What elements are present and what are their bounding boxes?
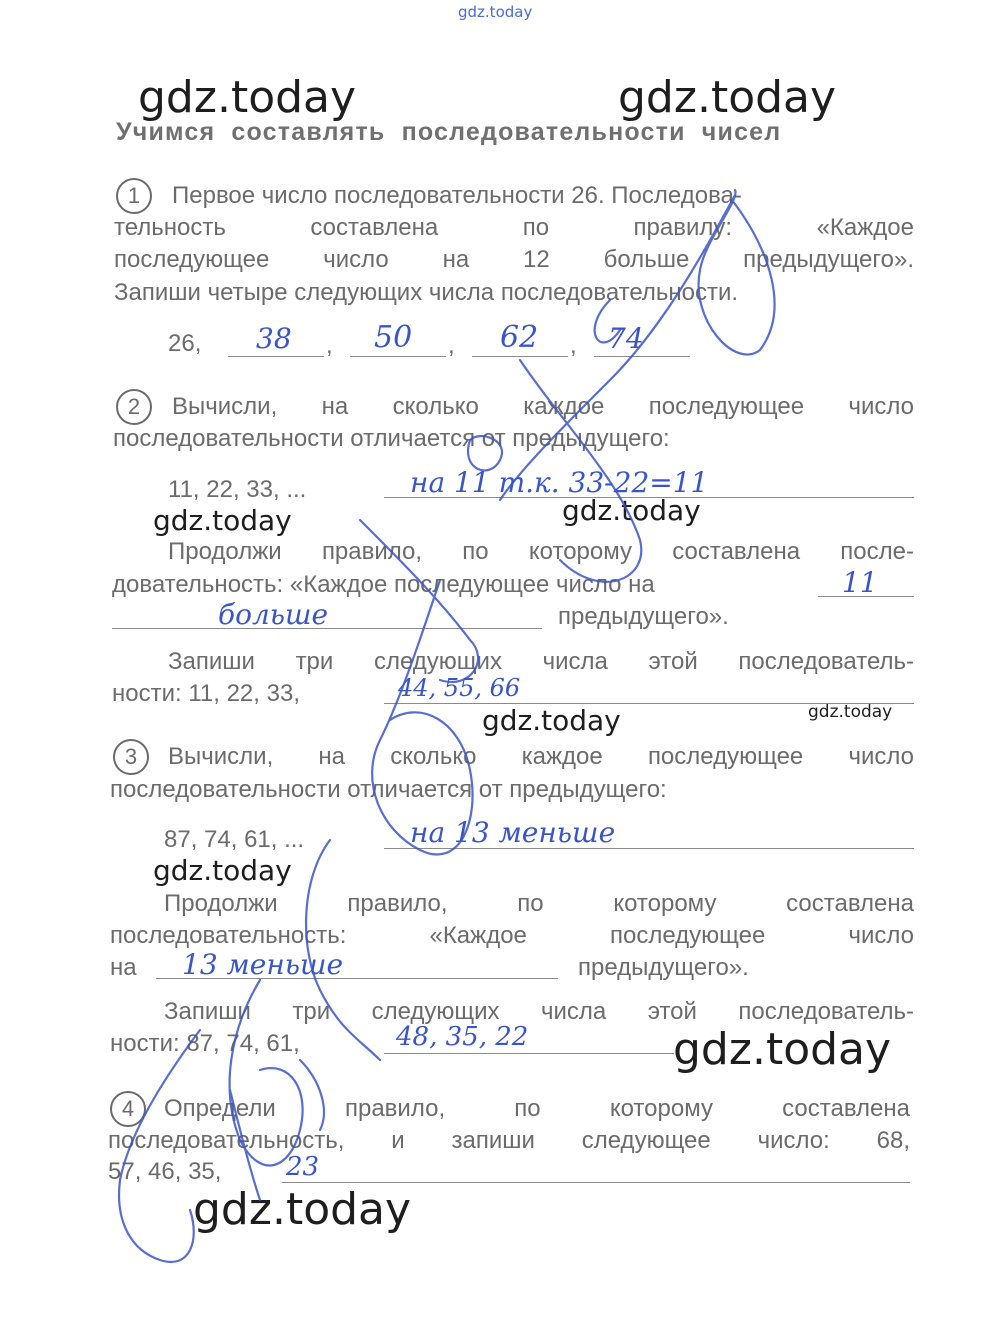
handwritten-answer: больше	[218, 598, 329, 631]
task1-text: Первое число последовательности 26. Последова-	[172, 182, 742, 209]
watermark: gdz.today	[808, 702, 893, 722]
watermark: gdz.today	[138, 72, 357, 123]
page-title: Учимся составлять последовательности чисел	[116, 118, 782, 146]
task2-text: Вычисли, на сколько каждое последующее число	[172, 393, 914, 420]
watermark: gdz.today	[673, 1024, 892, 1075]
sequence: 87, 74, 61, ...	[164, 826, 305, 853]
task4-text: 57, 46, 35,	[108, 1158, 222, 1185]
watermark: gdz.today	[562, 494, 701, 527]
task-number: 1	[116, 178, 152, 214]
watermark: gdz.today	[193, 1184, 412, 1235]
task2-text: предыдущего».	[558, 603, 729, 630]
task3-text: Продолжи правило, по которому составлена	[164, 890, 914, 917]
handwritten-answer: 48, 35, 22	[396, 1022, 529, 1052]
watermark: gdz.today	[482, 704, 621, 737]
task3-text: Запиши три следующих числа этой последователь-	[164, 998, 914, 1025]
task4-text: последовательность, и запиши следующее число: 68,	[108, 1127, 910, 1154]
handwritten-answer: 38	[256, 322, 292, 355]
sequence-start: 26,	[168, 330, 202, 357]
task4-text: Определи правило, по которому составлена	[164, 1095, 910, 1122]
task3-text: последовательность: «Каждое последующее число	[110, 922, 914, 949]
task3-text: Вычисли, на сколько каждое последующее число	[168, 743, 914, 770]
task3-text: предыдущего».	[578, 954, 749, 981]
task2-text: довательность: «Каждое последующее число на	[112, 571, 655, 598]
watermark-top: gdz.today	[458, 3, 533, 21]
task-number: 4	[110, 1091, 146, 1127]
task3-text: на	[110, 954, 137, 981]
watermark: gdz.today	[618, 72, 837, 123]
handwritten-answer: 44, 55, 66	[398, 674, 521, 702]
watermark: gdz.today	[153, 504, 292, 537]
task2-text: Продолжи правило, по которому составлена после-	[168, 538, 914, 565]
sequence: 11, 22, 33, ...	[168, 476, 307, 503]
handwritten-answer: на 13 меньше	[410, 816, 616, 849]
handwritten-answer: 50	[374, 320, 413, 355]
comma: ,	[326, 332, 333, 359]
watermark: gdz.today	[153, 854, 292, 887]
handwritten-answer: 62	[500, 320, 539, 355]
task2-text: последовательности отличается от предыдущего:	[113, 425, 670, 452]
comma: ,	[448, 332, 455, 359]
handwritten-answer: на 11 т.к. 33-22=11	[410, 466, 709, 499]
task1-text: тельность составлена по правилу: «Каждое	[114, 214, 914, 241]
task3-text: последовательности отличается от предыдущего:	[110, 776, 667, 803]
task1-text: Запиши четыре следующих числа последовательности.	[114, 279, 739, 306]
comma: ,	[570, 332, 577, 359]
task2-text: ности: 11, 22, 33,	[112, 680, 300, 707]
task3-text: ности: 87, 74, 61,	[110, 1030, 300, 1057]
handwritten-answer: 23	[286, 1152, 320, 1182]
task1-text: последующее число на 12 больше предыдущего».	[114, 246, 914, 273]
handwritten-answer: 13 меньше	[182, 948, 344, 981]
task2-text: Запиши три следующих числа этой последователь-	[168, 648, 914, 675]
handwritten-answer: 74	[608, 322, 644, 355]
task-number: 2	[116, 389, 152, 425]
handwritten-answer: 11	[842, 566, 878, 599]
task-number: 3	[113, 739, 149, 775]
